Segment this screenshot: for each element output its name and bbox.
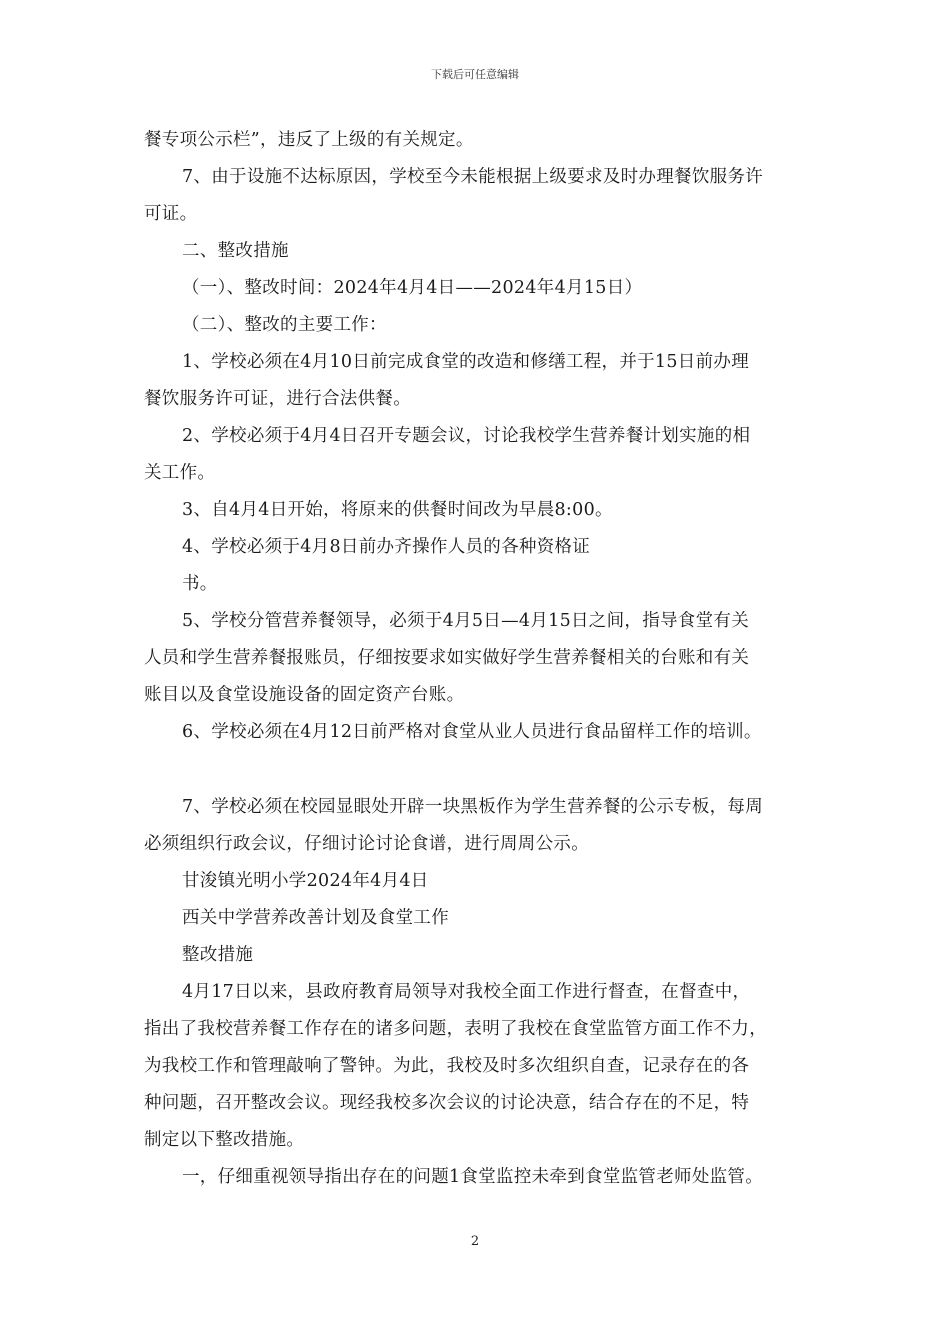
text-line: （一）、整改时间：2024年4月4日——2024年4月15日） [182, 278, 643, 298]
text-line: 餐饮服务许可证，进行合法供餐。 [144, 389, 411, 409]
text-line: 4、学校必须于4月8日前办齐操作人员的各种资格证 [182, 537, 591, 557]
section-heading: 二、整改措施 [182, 241, 289, 261]
text-line: 人员和学生营养餐报账员，仔细按要求如实做好学生营养餐相关的台账和有关 [144, 648, 750, 668]
text-line: 4月17日以来，县政府教育局领导对我校全面工作进行督查，在督查中， [182, 982, 751, 1002]
signature-line: 甘浚镇光明小学2024年4月4日 [182, 871, 429, 891]
text-line: 为我校工作和管理敲响了警钟。为此，我校及时多次组织自查，记录存在的各 [144, 1056, 750, 1076]
text-line: 制定以下整改措施。 [144, 1130, 305, 1150]
text-line: 种问题，召开整改会议。现经我校多次会议的讨论决意，结合存在的不足，特 [144, 1093, 750, 1113]
text-line: 7、学校必须在校园显眼处开辟一块黑板作为学生营养餐的公示专板，每周 [182, 797, 764, 817]
text-line: 餐专项公示栏”，违反了上级的有关规定。 [144, 130, 474, 150]
text-line: 一，仔细重视领导指出存在的问题1食堂监控未牵到食堂监管老师处监管。 [182, 1167, 764, 1187]
text-line: 1、学校必须在4月10日前完成食堂的改造和修缮工程，并于15日前办理 [182, 352, 750, 372]
text-line: 可证。 [144, 204, 198, 224]
text-line: （二）、整改的主要工作： [182, 315, 387, 335]
text-line: 关工作。 [144, 463, 216, 483]
text-line: 书。 [182, 574, 218, 594]
text-line: 6、学校必须在4月12日前严格对食堂从业人员进行食品留样工作的培训。 [182, 722, 762, 742]
text-line: 5、学校分管营养餐领导，必须于4月5日—4月15日之间，指导食堂有关 [182, 611, 750, 631]
text-line: 指出了我校营养餐工作存在的诸多问题，表明了我校在食堂监管方面工作不力， [144, 1019, 767, 1039]
subtitle: 整改措施 [182, 945, 254, 965]
text-line: 3、自4月4日开始，将原来的供餐时间改为早晨8:00。 [182, 500, 613, 520]
text-line: 2、学校必须于4月4日召开专题会议，讨论我校学生营养餐计划实施的相 [182, 426, 751, 446]
page-header: 下载后可任意编辑 [431, 68, 519, 81]
subtitle: 西关中学营养改善计划及食堂工作 [182, 908, 449, 928]
page-number: 2 [470, 1234, 480, 1249]
text-line: 必须组织行政会议，仔细讨论讨论食谱，进行周周公示。 [144, 834, 589, 854]
text-line: 账目以及食堂设施设备的固定资产台账。 [144, 685, 465, 705]
text-line: 7、由于设施不达标原因，学校至今未能根据上级要求及时办理餐饮服务许 [182, 167, 764, 187]
